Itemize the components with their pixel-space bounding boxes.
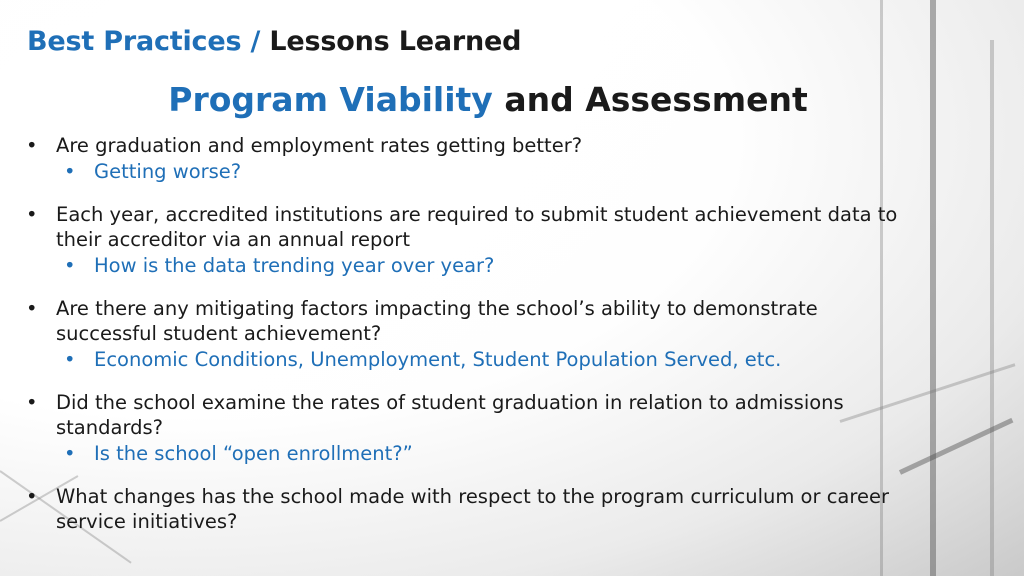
list-item <box>26 390 906 440</box>
list-item <box>26 484 906 534</box>
bullet-text: Are there any mitigating factors impacting the school’s ability to demonstrate successful student achievement? <box>56 297 818 345</box>
sub-list-item <box>26 253 906 278</box>
sub-bullet-text: Getting worse? <box>94 160 242 183</box>
sub-bullet-text: Economic Conditions, Unemployment, Student Population Served, etc. <box>94 348 782 371</box>
header-plain: Lessons Learned <box>269 26 522 57</box>
bullet-icon: • <box>26 134 38 157</box>
bullet-icon: • <box>64 254 76 277</box>
slide-title <box>0 80 976 119</box>
background-frame-line <box>990 40 994 576</box>
bullet-text: Are graduation and employment rates getting better? <box>56 134 583 157</box>
bullet-text: Did the school examine the rates of student graduation in relation to admissions standards? <box>56 391 844 439</box>
bullet-icon: • <box>26 485 38 508</box>
list-item <box>26 133 906 158</box>
bullet-list <box>26 133 906 534</box>
bullet-icon: • <box>26 391 38 414</box>
bullet-text: What changes has the school made with respect to the program curriculum or career service initiatives? <box>56 485 889 533</box>
title-plain: and Assessment <box>504 80 808 119</box>
list-item <box>26 202 906 252</box>
section-header <box>27 26 521 57</box>
list-item <box>26 296 906 346</box>
bullet-text: Each year, accredited institutions are required to submit student achievement data to their accreditor via an annual report <box>56 203 898 251</box>
sub-bullet-text: Is the school “open enrollment?” <box>94 442 413 465</box>
sub-list-item <box>26 347 906 372</box>
bullet-icon: • <box>26 203 38 226</box>
title-accent: Program Viability <box>168 80 493 119</box>
sub-list-item <box>26 159 906 184</box>
sub-bullet-text: How is the data trending year over year? <box>94 254 495 277</box>
bullet-icon: • <box>64 442 76 465</box>
bullet-icon: • <box>64 160 76 183</box>
header-accent: Best Practices / <box>27 26 261 57</box>
sub-list-item <box>26 441 906 466</box>
bullet-icon: • <box>26 297 38 320</box>
bullet-icon: • <box>64 348 76 371</box>
